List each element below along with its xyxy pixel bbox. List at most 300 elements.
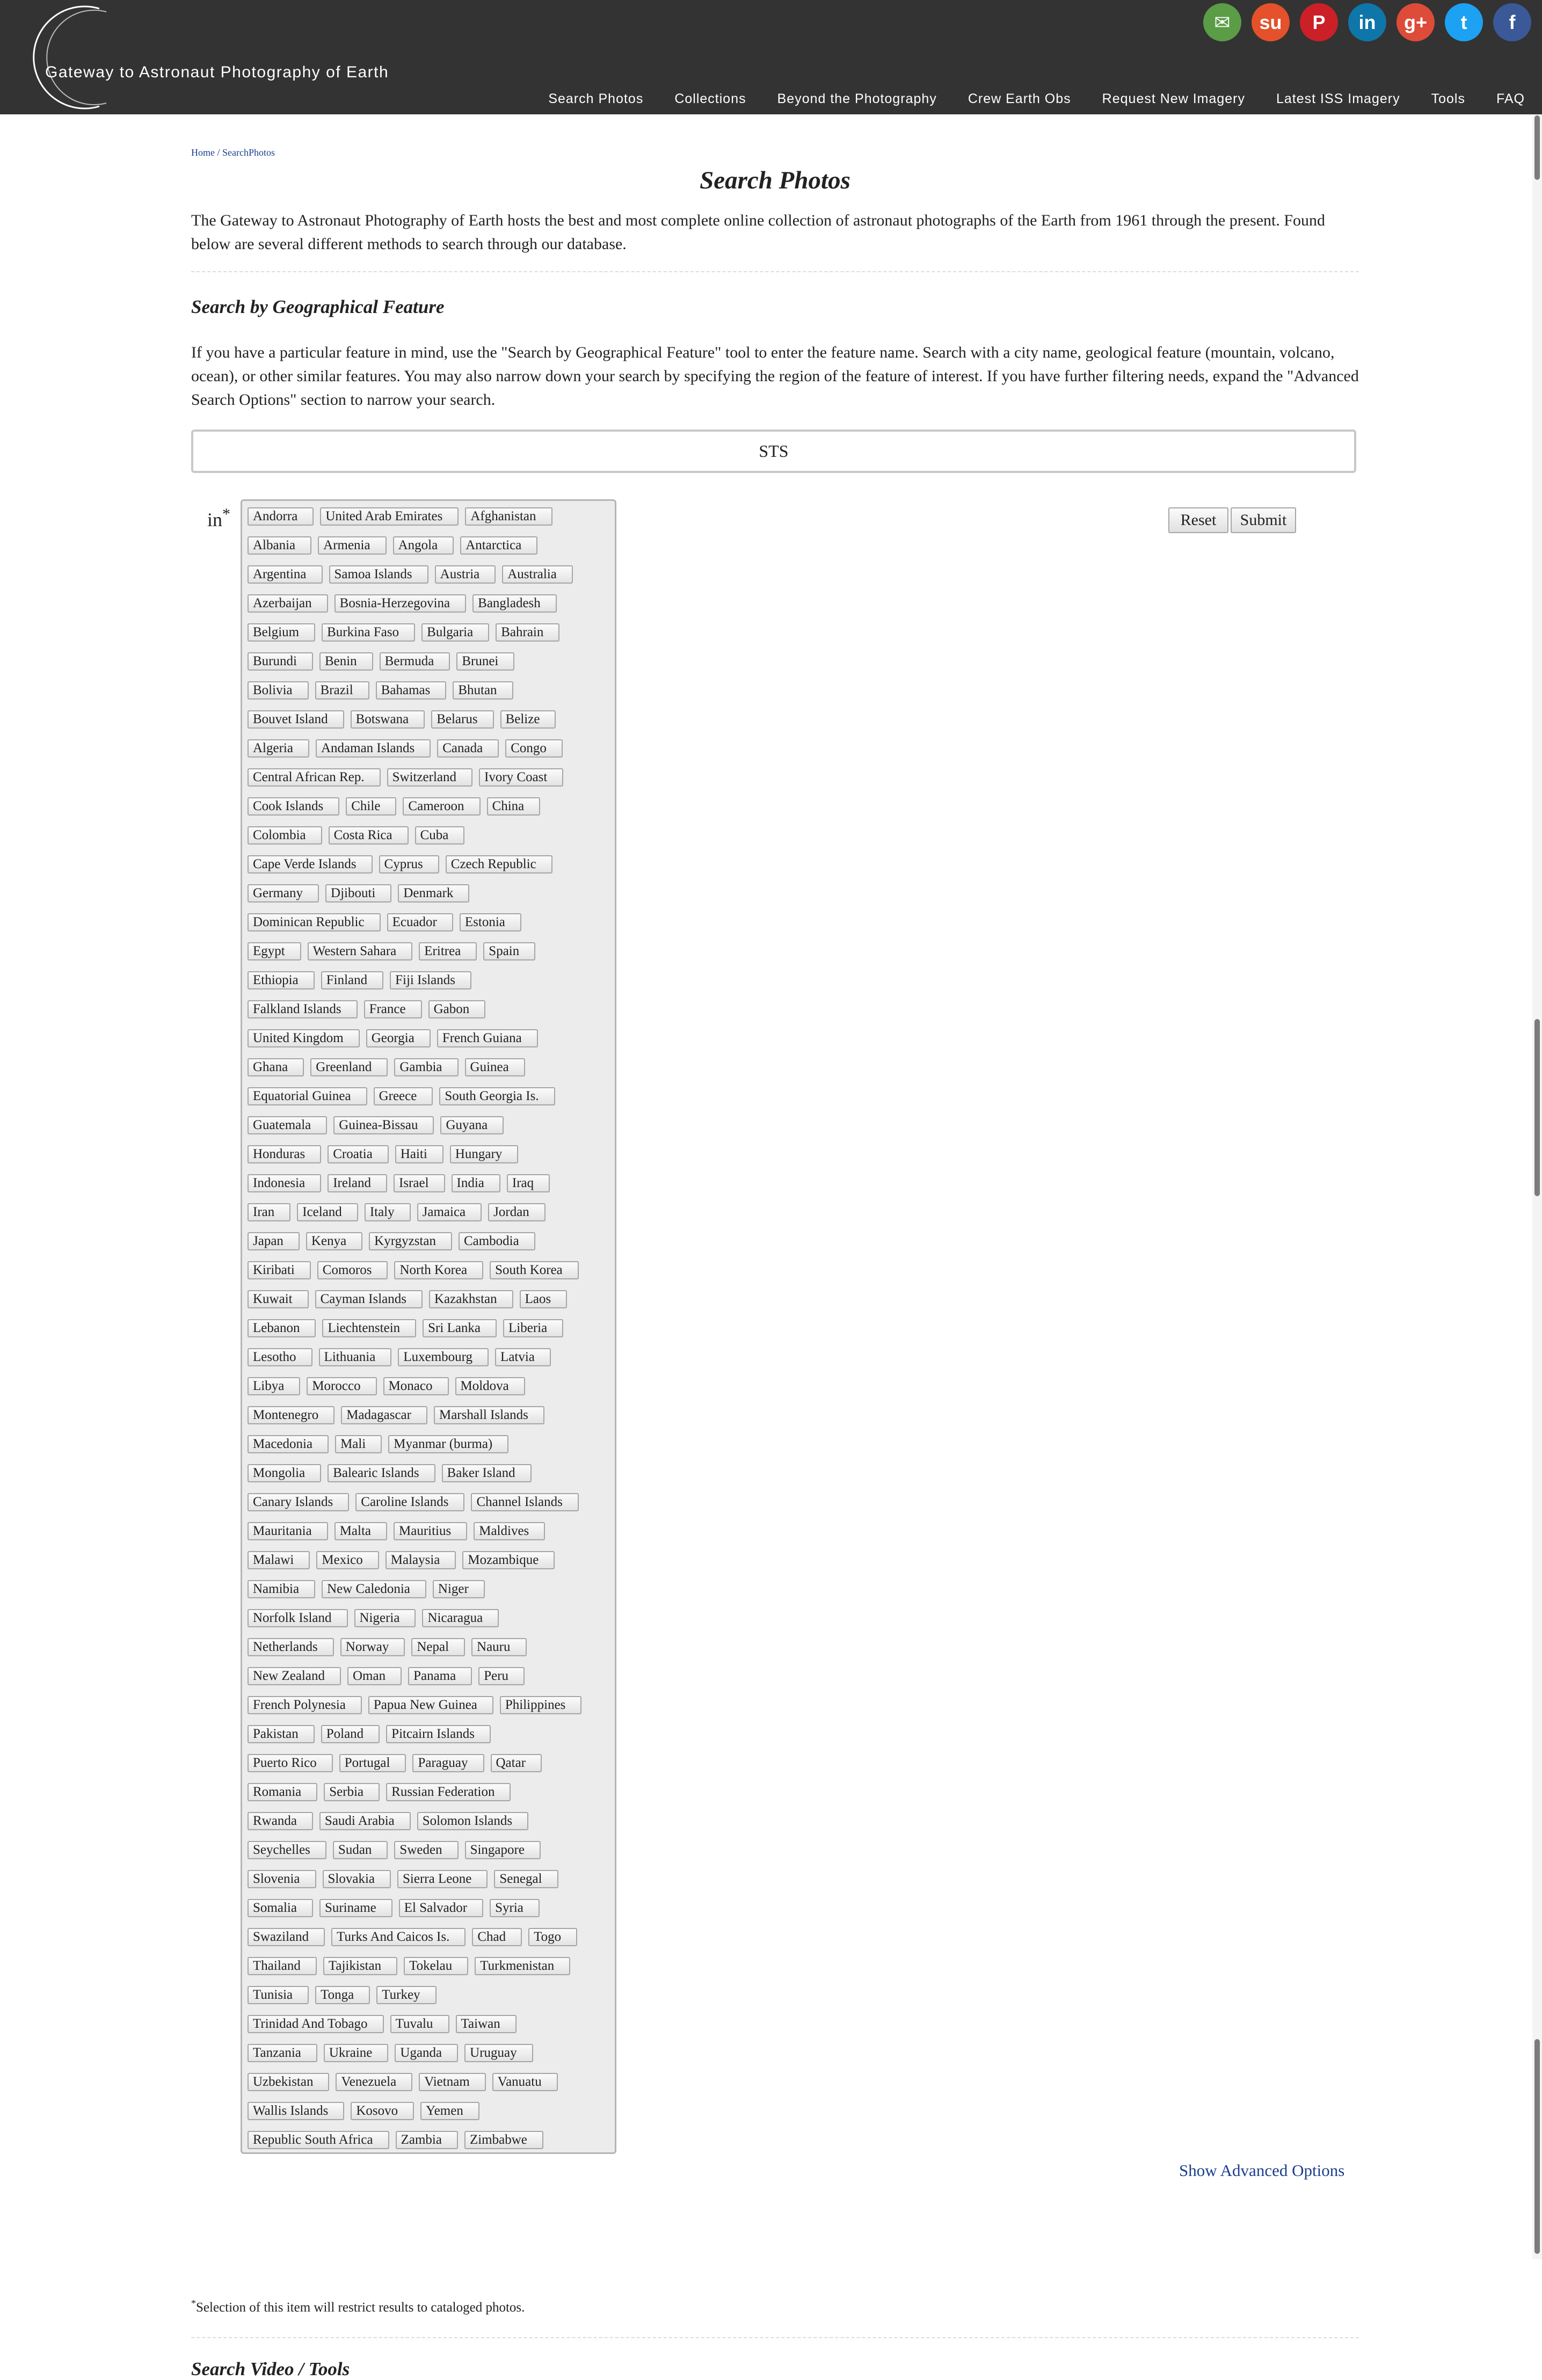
country-option-uruguay[interactable]: Uruguay bbox=[464, 2044, 533, 2062]
nav-tools[interactable]: Tools bbox=[1431, 91, 1465, 106]
country-option-maldives[interactable]: Maldives bbox=[474, 1522, 545, 1540]
country-option-luxembourg[interactable]: Luxembourg bbox=[398, 1348, 489, 1366]
country-option-new-caledonia[interactable]: New Caledonia bbox=[322, 1580, 426, 1598]
country-option-cuba[interactable]: Cuba bbox=[415, 826, 465, 845]
page-scrollbar[interactable] bbox=[1532, 114, 1542, 2259]
country-option-kenya[interactable]: Kenya bbox=[306, 1232, 362, 1250]
social-links bbox=[1203, 3, 1531, 41]
country-row bbox=[248, 797, 615, 816]
country-row bbox=[248, 1638, 615, 1656]
country-option-sierra-leone[interactable]: Sierra Leone bbox=[397, 1870, 488, 1888]
country-row bbox=[248, 1493, 615, 1511]
country-selector bbox=[241, 499, 616, 2154]
country-option-togo[interactable]: Togo bbox=[528, 1928, 577, 1946]
country-option-albania[interactable]: Albania bbox=[248, 536, 311, 555]
nav-faq[interactable]: FAQ bbox=[1496, 91, 1525, 106]
country-option-thailand[interactable]: Thailand bbox=[248, 1957, 317, 1975]
nav-crew-earth-obs[interactable]: Crew Earth Obs bbox=[968, 91, 1071, 106]
country-option-samoa-islands[interactable]: Samoa Islands bbox=[329, 565, 428, 584]
country-option-italy[interactable]: Italy bbox=[365, 1203, 411, 1221]
country-option-cambodia[interactable]: Cambodia bbox=[459, 1232, 535, 1250]
country-option-cape-verde-islands[interactable]: Cape Verde Islands bbox=[248, 855, 373, 874]
country-option-turkey[interactable]: Turkey bbox=[376, 1986, 436, 2004]
country-option-lebanon[interactable]: Lebanon bbox=[248, 1319, 316, 1337]
country-option-ireland[interactable]: Ireland bbox=[328, 1174, 387, 1192]
submit-button[interactable]: Submit bbox=[1231, 507, 1296, 533]
country-row bbox=[248, 1754, 615, 1772]
country-option-botswana[interactable]: Botswana bbox=[351, 710, 425, 729]
country-option-armenia[interactable]: Armenia bbox=[318, 536, 386, 555]
country-row bbox=[248, 1957, 615, 1975]
country-option-somalia[interactable]: Somalia bbox=[248, 1899, 313, 1917]
country-option-afghanistan[interactable]: Afghanistan bbox=[465, 507, 552, 526]
country-option-tuvalu[interactable]: Tuvalu bbox=[390, 2015, 449, 2033]
logo-arc-graphic bbox=[11, 5, 118, 113]
country-option-morocco[interactable]: Morocco bbox=[307, 1377, 376, 1395]
country-row bbox=[248, 2044, 615, 2062]
country-option-kuwait[interactable]: Kuwait bbox=[248, 1290, 309, 1308]
in-label-asterisk: * bbox=[222, 505, 231, 523]
country-row bbox=[248, 826, 615, 845]
country-option-equatorial-guinea[interactable]: Equatorial Guinea bbox=[248, 1087, 367, 1105]
country-row bbox=[248, 1812, 615, 1830]
country-row bbox=[248, 1522, 615, 1540]
country-option-venezuela[interactable]: Venezuela bbox=[336, 2073, 412, 2091]
country-option-channel-islands[interactable]: Channel Islands bbox=[471, 1493, 578, 1511]
country-option-croatia[interactable]: Croatia bbox=[328, 1145, 389, 1163]
scrollbar-thumb-top[interactable] bbox=[1534, 115, 1540, 180]
country-option-hungary[interactable]: Hungary bbox=[450, 1145, 518, 1163]
country-row bbox=[248, 884, 615, 902]
country-option-marshall-islands[interactable]: Marshall Islands bbox=[434, 1406, 544, 1424]
country-option-ethiopia[interactable]: Ethiopia bbox=[248, 971, 315, 989]
country-option-greenland[interactable]: Greenland bbox=[310, 1058, 388, 1076]
country-row bbox=[248, 1609, 615, 1627]
country-option-iceland[interactable]: Iceland bbox=[297, 1203, 358, 1221]
geo-section-heading: Search by Geographical Feature bbox=[191, 296, 445, 317]
country-row bbox=[248, 1551, 615, 1569]
country-option-mozambique[interactable]: Mozambique bbox=[462, 1551, 555, 1569]
footnote-text: Selection of this item will restrict results to cataloged photos. bbox=[196, 2300, 525, 2315]
reset-button[interactable]: Reset bbox=[1168, 507, 1228, 533]
country-option-caroline-islands[interactable]: Caroline Islands bbox=[355, 1493, 464, 1511]
country-option-malta[interactable]: Malta bbox=[334, 1522, 387, 1540]
country-option-senegal[interactable]: Senegal bbox=[494, 1870, 558, 1888]
country-option-antarctica[interactable]: Antarctica bbox=[460, 536, 537, 555]
country-option-trinidad-and-tobago[interactable]: Trinidad And Tobago bbox=[248, 2015, 384, 2033]
country-option-kyrgyzstan[interactable]: Kyrgyzstan bbox=[369, 1232, 452, 1250]
country-option-kazakhstan[interactable]: Kazakhstan bbox=[429, 1290, 513, 1308]
country-option-belgium[interactable]: Belgium bbox=[248, 623, 315, 642]
country-option-finland[interactable]: Finland bbox=[321, 971, 383, 989]
country-row bbox=[248, 1174, 615, 1192]
country-option-liechtenstein[interactable]: Liechtenstein bbox=[322, 1319, 416, 1337]
country-row bbox=[248, 1899, 615, 1917]
country-option-gabon[interactable]: Gabon bbox=[428, 1000, 486, 1018]
country-option-guinea-bissau[interactable]: Guinea-Bissau bbox=[333, 1116, 434, 1134]
country-row bbox=[248, 2102, 615, 2120]
country-option-ecuador[interactable]: Ecuador bbox=[387, 913, 453, 931]
country-option-seychelles[interactable]: Seychelles bbox=[248, 1841, 326, 1859]
country-option-tonga[interactable]: Tonga bbox=[315, 1986, 370, 2004]
country-option-united-arab-emirates[interactable]: United Arab Emirates bbox=[320, 507, 459, 526]
country-option-panama[interactable]: Panama bbox=[408, 1667, 472, 1685]
country-option-bahrain[interactable]: Bahrain bbox=[496, 623, 559, 642]
country-option-canada[interactable]: Canada bbox=[437, 739, 499, 758]
country-row bbox=[248, 1058, 615, 1076]
country-option-turkmenistan[interactable]: Turkmenistan bbox=[475, 1957, 570, 1975]
country-option-jamaica[interactable]: Jamaica bbox=[417, 1203, 482, 1221]
country-option-south-georgia-is[interactable]: South Georgia Is. bbox=[439, 1087, 555, 1105]
country-option-dominican-republic[interactable]: Dominican Republic bbox=[248, 913, 381, 931]
nav-beyond-the-photography[interactable]: Beyond the Photography bbox=[777, 91, 937, 106]
country-option-costa-rica[interactable]: Costa Rica bbox=[329, 826, 409, 845]
country-row bbox=[248, 594, 615, 613]
country-option-wallis-islands[interactable]: Wallis Islands bbox=[248, 2102, 344, 2120]
country-option-brazil[interactable]: Brazil bbox=[315, 681, 369, 700]
country-option-bermuda[interactable]: Bermuda bbox=[380, 652, 450, 671]
page-title: Search Photos bbox=[700, 166, 850, 194]
country-option-gambia[interactable]: Gambia bbox=[394, 1058, 458, 1076]
breadcrumb bbox=[191, 147, 275, 158]
country-option-burkina-faso[interactable]: Burkina Faso bbox=[322, 623, 415, 642]
country-option-estonia[interactable]: Estonia bbox=[460, 913, 521, 931]
country-option-syria[interactable]: Syria bbox=[490, 1899, 540, 1917]
country-option-french-guiana[interactable]: French Guiana bbox=[437, 1029, 538, 1047]
country-option-ukraine[interactable]: Ukraine bbox=[324, 2044, 389, 2062]
country-option-tajikistan[interactable]: Tajikistan bbox=[323, 1957, 397, 1975]
country-option-andorra[interactable]: Andorra bbox=[248, 507, 314, 526]
country-option-mauritania[interactable]: Mauritania bbox=[248, 1522, 328, 1540]
country-option-egypt[interactable]: Egypt bbox=[248, 942, 301, 960]
country-option-mexico[interactable]: Mexico bbox=[316, 1551, 379, 1569]
country-option-bosnia-herzegovina[interactable]: Bosnia-Herzegovina bbox=[334, 594, 466, 613]
country-row bbox=[248, 1232, 615, 1250]
country-row bbox=[248, 1290, 615, 1308]
nav-search-photos[interactable]: Search Photos bbox=[548, 91, 644, 106]
country-option-vanuatu[interactable]: Vanuatu bbox=[492, 2073, 558, 2091]
country-option-paraguay[interactable]: Paraguay bbox=[412, 1754, 484, 1772]
country-option-mauritius[interactable]: Mauritius bbox=[394, 1522, 467, 1540]
country-option-bangladesh[interactable]: Bangladesh bbox=[472, 594, 557, 613]
country-option-puerto-rico[interactable]: Puerto Rico bbox=[248, 1754, 333, 1772]
country-option-monaco[interactable]: Monaco bbox=[383, 1377, 449, 1395]
country-option-malawi[interactable]: Malawi bbox=[248, 1551, 310, 1569]
country-row bbox=[248, 507, 615, 526]
country-option-chile[interactable]: Chile bbox=[346, 797, 396, 816]
country-option-zambia[interactable]: Zambia bbox=[396, 2131, 458, 2149]
country-option-vietnam[interactable]: Vietnam bbox=[419, 2073, 486, 2091]
linkedin-icon[interactable]: in bbox=[1348, 3, 1386, 41]
country-row bbox=[248, 2131, 615, 2149]
country-option-nepal[interactable]: Nepal bbox=[411, 1638, 465, 1656]
site-header bbox=[0, 0, 1542, 114]
facebook-icon[interactable]: f bbox=[1493, 3, 1531, 41]
country-row bbox=[248, 1928, 615, 1946]
country-option-poland[interactable]: Poland bbox=[321, 1725, 380, 1743]
logo-text: Gateway to Astronaut Photography of Earth bbox=[45, 63, 389, 81]
main-nav bbox=[548, 91, 1525, 107]
country-option-ivory-coast[interactable]: Ivory Coast bbox=[479, 768, 563, 787]
country-option-spain[interactable]: Spain bbox=[483, 942, 535, 960]
country-option-new-zealand[interactable]: New Zealand bbox=[248, 1667, 341, 1685]
country-option-andaman-islands[interactable]: Andaman Islands bbox=[316, 739, 431, 758]
country-option-canary-islands[interactable]: Canary Islands bbox=[248, 1493, 349, 1511]
country-option-nauru[interactable]: Nauru bbox=[471, 1638, 526, 1656]
country-option-suriname[interactable]: Suriname bbox=[319, 1899, 392, 1917]
section-divider bbox=[191, 271, 1359, 272]
country-option-norfolk-island[interactable]: Norfolk Island bbox=[248, 1609, 348, 1627]
country-option-madagascar[interactable]: Madagascar bbox=[341, 1406, 427, 1424]
country-option-moldova[interactable]: Moldova bbox=[455, 1377, 525, 1395]
country-row bbox=[248, 1116, 615, 1134]
next-section-heading: Search Video / Tools bbox=[191, 2359, 350, 2379]
country-row bbox=[248, 1580, 615, 1598]
country-option-north-korea[interactable]: North Korea bbox=[394, 1261, 483, 1279]
country-row bbox=[248, 2073, 615, 2091]
country-option-falkland-islands[interactable]: Falkland Islands bbox=[248, 1000, 358, 1018]
country-option-qatar[interactable]: Qatar bbox=[491, 1754, 542, 1772]
country-option-guyana[interactable]: Guyana bbox=[440, 1116, 504, 1134]
country-row bbox=[248, 1348, 615, 1366]
country-option-burundi[interactable]: Burundi bbox=[248, 652, 313, 671]
country-option-cayman-islands[interactable]: Cayman Islands bbox=[315, 1290, 423, 1308]
country-option-tokelau[interactable]: Tokelau bbox=[404, 1957, 468, 1975]
country-option-taiwan[interactable]: Taiwan bbox=[456, 2015, 517, 2033]
country-row bbox=[248, 1696, 615, 1714]
country-row bbox=[248, 1145, 615, 1163]
country-row bbox=[248, 1087, 615, 1105]
country-row bbox=[248, 1783, 615, 1801]
country-option-slovakia[interactable]: Slovakia bbox=[323, 1870, 391, 1888]
country-option-republic-south-africa[interactable]: Republic South Africa bbox=[248, 2131, 389, 2149]
country-option-belize[interactable]: Belize bbox=[500, 710, 556, 729]
country-option-papua-new-guinea[interactable]: Papua New Guinea bbox=[368, 1696, 493, 1714]
country-option-iran[interactable]: Iran bbox=[248, 1203, 290, 1221]
country-row bbox=[248, 565, 615, 584]
country-option-eritrea[interactable]: Eritrea bbox=[419, 942, 477, 960]
country-option-chad[interactable]: Chad bbox=[472, 1928, 522, 1946]
country-option-pitcairn-islands[interactable]: Pitcairn Islands bbox=[386, 1725, 491, 1743]
country-option-uzbekistan[interactable]: Uzbekistan bbox=[248, 2073, 329, 2091]
country-option-djibouti[interactable]: Djibouti bbox=[325, 884, 391, 902]
country-option-swaziland[interactable]: Swaziland bbox=[248, 1928, 325, 1946]
country-option-switzerland[interactable]: Switzerland bbox=[387, 768, 472, 787]
country-option-bahamas[interactable]: Bahamas bbox=[376, 681, 447, 700]
country-option-georgia[interactable]: Georgia bbox=[366, 1029, 431, 1047]
country-row bbox=[248, 942, 615, 960]
country-option-jordan[interactable]: Jordan bbox=[488, 1203, 545, 1221]
breadcrumb-separator: / bbox=[215, 147, 223, 158]
country-option-sri-lanka[interactable]: Sri Lanka bbox=[423, 1319, 497, 1337]
country-option-algeria[interactable]: Algeria bbox=[248, 739, 309, 758]
country-option-slovenia[interactable]: Slovenia bbox=[248, 1870, 316, 1888]
country-option-zimbabwe[interactable]: Zimbabwe bbox=[464, 2131, 543, 2149]
country-option-brunei[interactable]: Brunei bbox=[456, 652, 514, 671]
country-option-mali[interactable]: Mali bbox=[335, 1435, 382, 1453]
footnote-asterisk: * bbox=[191, 2298, 196, 2309]
country-row bbox=[248, 1377, 615, 1395]
scrollbar-thumb-bottom[interactable] bbox=[1534, 2039, 1540, 2254]
country-option-russian-federation[interactable]: Russian Federation bbox=[386, 1783, 511, 1801]
country-option-nigeria[interactable]: Nigeria bbox=[354, 1609, 416, 1627]
country-option-sweden[interactable]: Sweden bbox=[394, 1841, 458, 1859]
country-option-myanmar-burma[interactable]: Myanmar (burma) bbox=[388, 1435, 508, 1453]
country-option-netherlands[interactable]: Netherlands bbox=[248, 1638, 334, 1656]
country-option-benin[interactable]: Benin bbox=[319, 652, 373, 671]
feature-search-input[interactable] bbox=[191, 430, 1356, 473]
country-option-belarus[interactable]: Belarus bbox=[431, 710, 493, 729]
country-option-saudi-arabia[interactable]: Saudi Arabia bbox=[319, 1812, 411, 1830]
country-option-romania[interactable]: Romania bbox=[248, 1783, 317, 1801]
country-option-solomon-islands[interactable]: Solomon Islands bbox=[417, 1812, 528, 1830]
country-option-indonesia[interactable]: Indonesia bbox=[248, 1174, 321, 1192]
pinterest-icon[interactable]: P bbox=[1300, 3, 1338, 41]
nav-latest-iss-imagery[interactable]: Latest ISS Imagery bbox=[1276, 91, 1400, 106]
country-option-portugal[interactable]: Portugal bbox=[339, 1754, 406, 1772]
country-row bbox=[248, 913, 615, 931]
country-option-bhutan[interactable]: Bhutan bbox=[453, 681, 513, 700]
country-option-central-african-rep[interactable]: Central African Rep. bbox=[248, 768, 381, 787]
site-logo[interactable] bbox=[11, 5, 483, 113]
country-option-czech-republic[interactable]: Czech Republic bbox=[446, 855, 552, 874]
country-option-comoros[interactable]: Comoros bbox=[317, 1261, 388, 1279]
google-plus-icon[interactable]: g+ bbox=[1396, 3, 1435, 41]
country-option-western-sahara[interactable]: Western Sahara bbox=[308, 942, 413, 960]
nav-collections[interactable]: Collections bbox=[674, 91, 746, 106]
intro-paragraph: The Gateway to Astronaut Photography of Earth hosts the best and most complete online collection of astronaut photographs of the Earth from 1961 through the present. Found below are several different methods to search through our database. bbox=[191, 212, 1326, 253]
stumbleupon-icon[interactable]: su bbox=[1252, 3, 1290, 41]
country-option-kosovo[interactable]: Kosovo bbox=[351, 2102, 414, 2120]
country-option-united-kingdom[interactable]: United Kingdom bbox=[248, 1029, 360, 1047]
twitter-icon[interactable]: t bbox=[1445, 3, 1483, 41]
country-option-angola[interactable]: Angola bbox=[393, 536, 454, 555]
country-option-yemen[interactable]: Yemen bbox=[420, 2102, 479, 2120]
country-option-liberia[interactable]: Liberia bbox=[503, 1319, 563, 1337]
country-option-honduras[interactable]: Honduras bbox=[248, 1145, 321, 1163]
country-option-ghana[interactable]: Ghana bbox=[248, 1058, 304, 1076]
country-option-congo[interactable]: Congo bbox=[505, 739, 563, 758]
country-option-colombia[interactable]: Colombia bbox=[248, 826, 322, 845]
country-row bbox=[248, 739, 615, 758]
country-option-nicaragua[interactable]: Nicaragua bbox=[422, 1609, 499, 1627]
country-option-cook-islands[interactable]: Cook Islands bbox=[248, 797, 339, 816]
country-option-denmark[interactable]: Denmark bbox=[398, 884, 469, 902]
country-option-south-korea[interactable]: South Korea bbox=[490, 1261, 579, 1279]
country-option-australia[interactable]: Australia bbox=[502, 565, 573, 584]
breadcrumb-home-link[interactable]: Home bbox=[191, 147, 215, 158]
country-option-libya[interactable]: Libya bbox=[248, 1377, 300, 1395]
footnote bbox=[191, 2298, 525, 2315]
breadcrumb-current-link[interactable]: SearchPhotos bbox=[222, 147, 275, 158]
country-option-tunisia[interactable]: Tunisia bbox=[248, 1986, 309, 2004]
country-option-azerbaijan[interactable]: Azerbaijan bbox=[248, 594, 328, 613]
email-icon[interactable]: ✉ bbox=[1203, 3, 1241, 41]
country-row bbox=[248, 681, 615, 700]
country-option-serbia[interactable]: Serbia bbox=[324, 1783, 380, 1801]
country-option-singapore[interactable]: Singapore bbox=[465, 1841, 541, 1859]
country-option-kiribati[interactable]: Kiribati bbox=[248, 1261, 311, 1279]
scrollbar-thumb-middle[interactable] bbox=[1534, 1019, 1540, 1196]
country-row bbox=[248, 855, 615, 874]
country-option-rwanda[interactable]: Rwanda bbox=[248, 1812, 313, 1830]
country-row bbox=[248, 623, 615, 642]
country-option-pakistan[interactable]: Pakistan bbox=[248, 1725, 315, 1743]
country-option-guinea[interactable]: Guinea bbox=[465, 1058, 525, 1076]
in-label-text: in bbox=[207, 509, 223, 530]
section-divider-bottom bbox=[191, 2337, 1359, 2338]
country-option-baker-island[interactable]: Baker Island bbox=[442, 1464, 532, 1482]
country-option-macedonia[interactable]: Macedonia bbox=[248, 1435, 329, 1453]
geo-section-description: If you have a particular feature in mind, use the "Search by Geographical Feature" tool to enter the feature name. Search with a city name, geological feature (mountain, volcano, ocean), or other similar features. You may also narrow down your search by specifying the region of the feature of interest. If you have further filtering needs, expand the "Advanced Search Options" section to narrow your search. bbox=[191, 344, 1359, 409]
country-option-india[interactable]: India bbox=[452, 1174, 500, 1192]
country-option-peru[interactable]: Peru bbox=[478, 1667, 525, 1685]
country-option-turks-and-caicos-is[interactable]: Turks And Caicos Is. bbox=[331, 1928, 465, 1946]
country-option-norway[interactable]: Norway bbox=[340, 1638, 405, 1656]
country-option-austria[interactable]: Austria bbox=[435, 565, 496, 584]
country-option-greece[interactable]: Greece bbox=[374, 1087, 433, 1105]
country-row bbox=[248, 1841, 615, 1859]
country-option-bolivia[interactable]: Bolivia bbox=[248, 681, 309, 700]
country-row bbox=[248, 1667, 615, 1685]
country-option-malaysia[interactable]: Malaysia bbox=[386, 1551, 456, 1569]
nav-request-new-imagery[interactable]: Request New Imagery bbox=[1102, 91, 1245, 106]
country-option-tanzania[interactable]: Tanzania bbox=[248, 2044, 317, 2062]
show-advanced-options-link[interactable]: Show Advanced Options bbox=[1179, 2161, 1345, 2180]
country-option-niger[interactable]: Niger bbox=[433, 1580, 485, 1598]
country-option-fiji-islands[interactable]: Fiji Islands bbox=[390, 971, 471, 989]
country-option-japan[interactable]: Japan bbox=[248, 1232, 300, 1250]
country-row bbox=[248, 652, 615, 671]
country-option-israel[interactable]: Israel bbox=[394, 1174, 445, 1192]
country-option-mongolia[interactable]: Mongolia bbox=[248, 1464, 321, 1482]
country-option-cyprus[interactable]: Cyprus bbox=[379, 855, 439, 874]
country-option-uganda[interactable]: Uganda bbox=[395, 2044, 458, 2062]
country-row bbox=[248, 2015, 615, 2033]
country-option-latvia[interactable]: Latvia bbox=[495, 1348, 551, 1366]
country-row bbox=[248, 971, 615, 989]
country-row bbox=[248, 1406, 615, 1424]
country-option-french-polynesia[interactable]: French Polynesia bbox=[248, 1696, 362, 1714]
country-option-haiti[interactable]: Haiti bbox=[395, 1145, 443, 1163]
country-option-sudan[interactable]: Sudan bbox=[333, 1841, 388, 1859]
country-option-bulgaria[interactable]: Bulgaria bbox=[421, 623, 489, 642]
country-option-namibia[interactable]: Namibia bbox=[248, 1580, 315, 1598]
country-option-bouvet-island[interactable]: Bouvet Island bbox=[248, 710, 344, 729]
country-option-germany[interactable]: Germany bbox=[248, 884, 319, 902]
country-option-iraq[interactable]: Iraq bbox=[507, 1174, 550, 1192]
country-row bbox=[248, 1029, 615, 1047]
country-option-cameroon[interactable]: Cameroon bbox=[403, 797, 480, 816]
country-option-montenegro[interactable]: Montenegro bbox=[248, 1406, 334, 1424]
country-option-china[interactable]: China bbox=[487, 797, 541, 816]
country-row bbox=[248, 1464, 615, 1482]
country-row bbox=[248, 1319, 615, 1337]
country-row bbox=[248, 1986, 615, 2004]
country-option-oman[interactable]: Oman bbox=[347, 1667, 402, 1685]
country-option-guatemala[interactable]: Guatemala bbox=[248, 1116, 327, 1134]
country-option-lithuania[interactable]: Lithuania bbox=[319, 1348, 392, 1366]
country-option-philippines[interactable]: Philippines bbox=[500, 1696, 582, 1714]
country-option-lesotho[interactable]: Lesotho bbox=[248, 1348, 312, 1366]
in-label bbox=[207, 505, 230, 531]
country-option-el-salvador[interactable]: El Salvador bbox=[399, 1899, 483, 1917]
country-option-balearic-islands[interactable]: Balearic Islands bbox=[328, 1464, 435, 1482]
country-row bbox=[248, 536, 615, 555]
country-option-france[interactable]: France bbox=[364, 1000, 422, 1018]
country-option-laos[interactable]: Laos bbox=[520, 1290, 568, 1308]
country-option-argentina[interactable]: Argentina bbox=[248, 565, 323, 584]
